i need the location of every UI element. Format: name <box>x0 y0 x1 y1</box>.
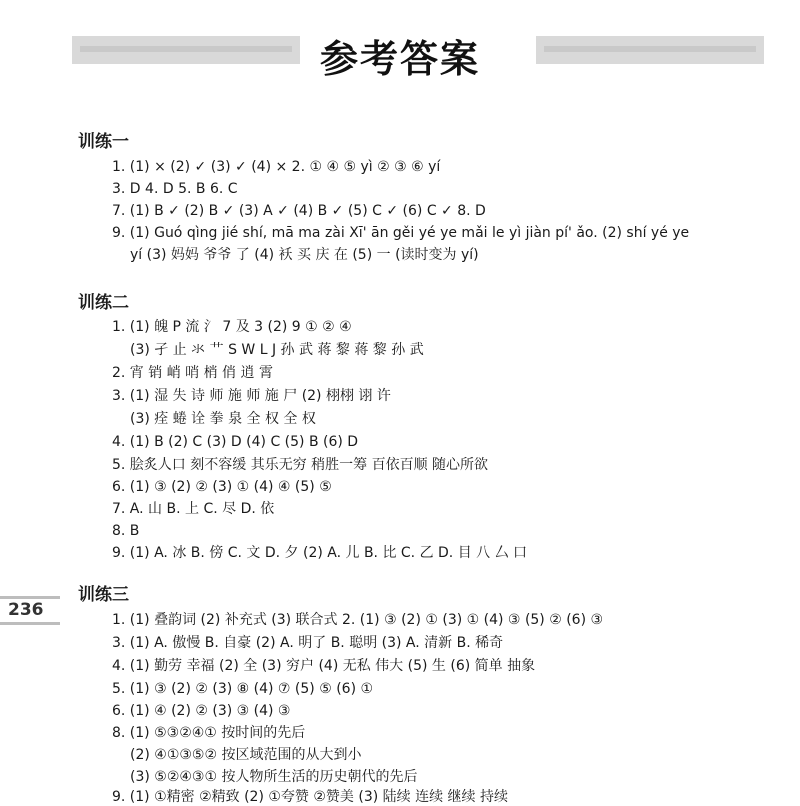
section-heading-2: 训练二 <box>78 293 129 313</box>
answer-line: 5. (1) ③ (2) ② (3) ⑧ (4) ⑦ (5) ⑤ (6) ① <box>112 681 374 697</box>
answer-line: 9. (1) ①精密 ②精致 (2) ①夸赞 ②赞美 (3) 陆续 连续 继续 持续 <box>112 789 509 805</box>
answer-line: 2. 宵 销 峭 哨 梢 俏 逍 霄 <box>112 365 273 381</box>
section-heading-1: 训练一 <box>78 132 129 152</box>
answer-line: 9. (1) A. 冰 B. 傍 C. 文 D. 夕 (2) A. 儿 B. 比 C. 乙 D. 目 八 厶 口 <box>112 545 528 561</box>
answer-line: 1. (1) 魄 P 流 氵 7 及 3 (2) 9 ① ② ④ <box>112 319 352 335</box>
section-heading-3: 训练三 <box>78 585 129 605</box>
answer-line: 3. (1) 湿 失 诗 师 施 师 施 尸 (2) 栩栩 诩 许 <box>112 388 391 404</box>
answer-line: (2) ④①③⑤② 按区域范围的从大到小 <box>130 747 362 763</box>
answer-line: 3. D 4. D 5. B 6. C <box>112 181 238 197</box>
answer-line: yí (3) 妈妈 爷爷 了 (4) 袄 买 庆 在 (5) 一 (读时变为 yí) <box>130 247 479 263</box>
answer-line: 9. (1) Guó qìng jié shí, mā ma zài Xī' ān gěi yé ye mǎi le yì jiàn pí' ǎo. (2) shí yé ye <box>112 225 690 241</box>
page-number-rule-top <box>0 596 60 599</box>
answer-line: 1. (1) 叠韵词 (2) 补充式 (3) 联合式 2. (1) ③ (2) ① (3) ① (4) ③ (5) ② (6) ③ <box>112 612 604 628</box>
answer-line: 4. (1) 勤劳 幸福 (2) 全 (3) 穷户 (4) 无私 伟大 (5) 生 (6) 简单 抽象 <box>112 658 536 674</box>
answer-line: 8. B <box>112 523 140 539</box>
answer-line: 7. (1) B ✓ (2) B ✓ (3) A ✓ (4) B ✓ (5) C ✓ (6) C ✓ 8. D <box>112 203 486 219</box>
answer-line: 8. (1) ⑤③②④① 按时间的先后 <box>112 725 306 741</box>
answer-line: 5. 脍炙人口 刻不容缓 其乐无穷 稍胜一筹 百依百顺 随心所欲 <box>112 457 489 473</box>
answer-line: 6. (1) ③ (2) ② (3) ① (4) ④ (5) ⑤ <box>112 479 332 495</box>
page-number: 236 <box>8 600 44 620</box>
answer-line: 4. (1) B (2) C (3) D (4) C (5) B (6) D <box>112 434 359 450</box>
answer-line: (3) ⑤②④③① 按人物所生活的历史朝代的先后 <box>130 769 418 785</box>
answer-line: (3) 痊 蜷 诠 拳 泉 全 权 全 权 <box>130 411 316 427</box>
answer-line: (3) 孑 止 氺 艹 S W L J 孙 武 蒋 黎 蒋 黎 孙 武 <box>130 342 424 358</box>
answer-line: 1. (1) × (2) ✓ (3) ✓ (4) × 2. ① ④ ⑤ yì ② ③ ⑥ yí <box>112 159 441 175</box>
page-title: 参考答案 <box>319 36 480 81</box>
page-number-rule-bottom <box>0 622 60 625</box>
answer-line: 7. A. 山 B. 上 C. 尽 D. 依 <box>112 501 275 517</box>
answer-line: 3. (1) A. 傲慢 B. 自豪 (2) A. 明了 B. 聪明 (3) A. 清新 B. 稀奇 <box>112 635 504 651</box>
answer-line: 6. (1) ④ (2) ② (3) ③ (4) ③ <box>112 703 291 719</box>
